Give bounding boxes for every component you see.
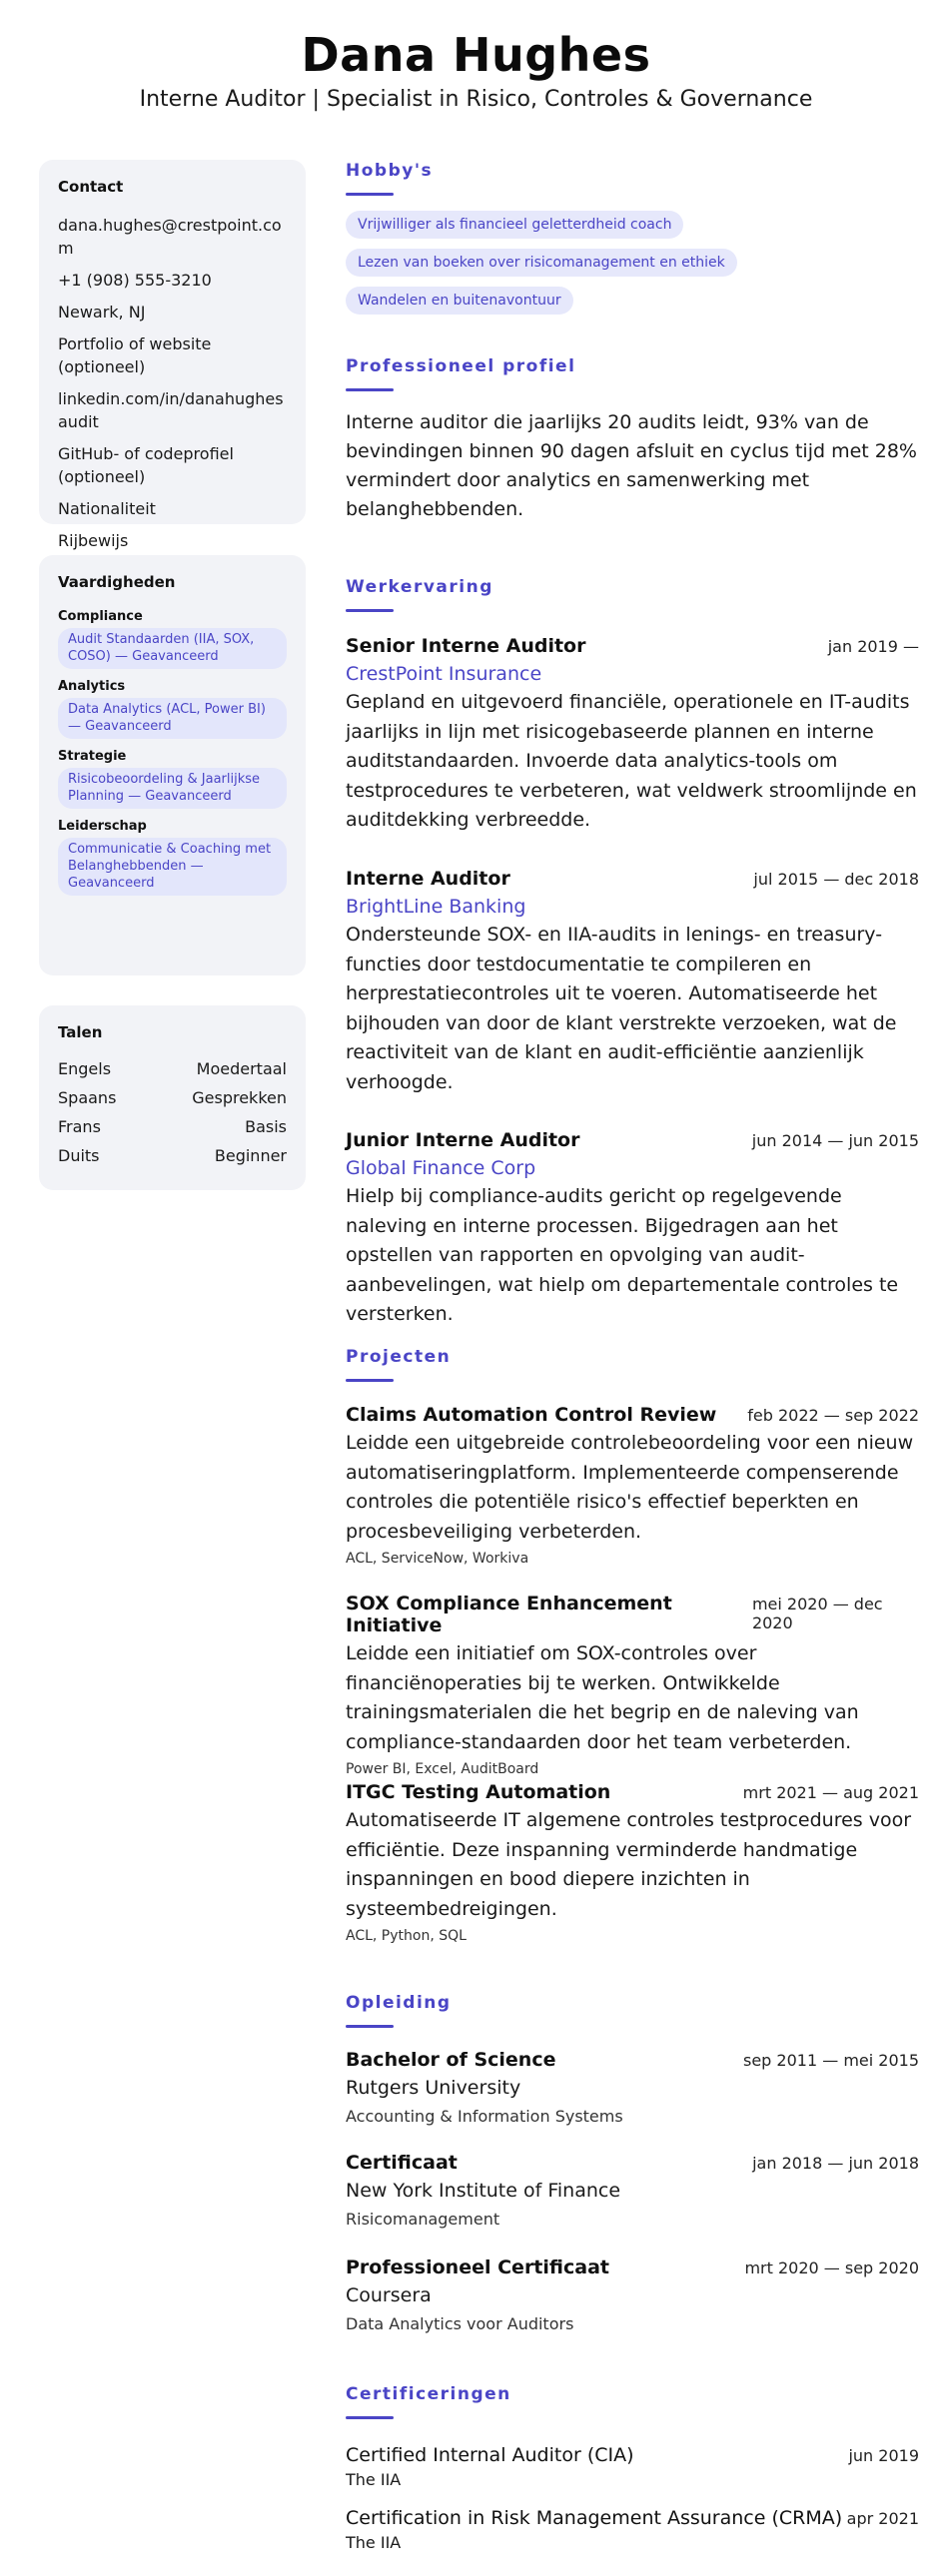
section-divider: [346, 609, 394, 612]
job-description: Gepland en uitgevoerd financiële, operationele en IT-audits jaarlijks in lijn met risicogebaseerde plannen en interne auditstandaarden. Invoerde data analytics-tools om testprocedures te verbeteren, wat veldwerk stroomlijnde en auditdekking verbreedde.: [346, 691, 917, 831]
certification-date: jun 2019: [848, 2446, 919, 2465]
job-date: jan 2019 —: [827, 637, 919, 656]
section-divider: [346, 1379, 394, 1382]
skill-group: [58, 749, 287, 809]
contact-linkedin[interactable]: linkedin.com/in/danahughesaudit: [58, 389, 284, 431]
education-date: mrt 2020 — sep 2020: [744, 2258, 919, 2277]
profile-text: Interne auditor die jaarlijks 20 audits leidt, 93% van de bevindingen binnen 90 dagen afsluit en cyclus tijd met 28% vermindert door analytics en samenwerking met belanghebbenden.: [346, 411, 917, 520]
project-date: mrt 2021 — aug 2021: [742, 1783, 919, 1802]
project-description: Leidde een initiatief om SOX-controles over financiënoperaties bij te werken. Ontwikkelde trainingsmaterialen die het begrip en de naleving van compliance-standaarden door het team verbeterden.: [346, 1642, 859, 1753]
job-title: Senior Interne Auditor: [346, 635, 586, 657]
project-description: Automatiseerde IT algemene controles testprocedures voor efficiëntie. Deze inspanning verminderde handmatige inspanningen en bood diepere inzichten in systeembedreigingen.: [346, 1809, 912, 1920]
job-description: Ondersteunde SOX- en IIA-audits in lenings- en treasury-functies door testdocumentatie te compileren en herprestatiecontroles uit te voeren. Automatiseerde het bijhouden van door de klant verstrekte verzoeken, wat de reactiviteit van de klant en audit-efficiëntie aanzienlijk verhoogde.: [346, 924, 897, 1093]
study-field: Accounting & Information Systems: [346, 2107, 623, 2126]
contact-card: [39, 160, 306, 550]
project-name: SOX Compliance Enhancement Initiative: [346, 1593, 672, 1636]
degree-name: Professioneel Certificaat: [346, 2256, 609, 2278]
education-entry: [346, 2049, 919, 2126]
language-row: [58, 1059, 287, 1079]
experience-entry: [346, 868, 919, 1097]
contact-location: Newark, NJ: [58, 303, 146, 322]
contact-github[interactable]: GitHub- of codeprofiel (optioneel): [58, 444, 234, 486]
education-entry: [346, 2152, 919, 2229]
company-name: Global Finance Corp: [346, 1157, 536, 1179]
company-name: BrightLine Banking: [346, 896, 526, 918]
certification-entry: [346, 2444, 919, 2489]
experience-entry: [346, 635, 919, 836]
contact-portfolio[interactable]: Portfolio of website (optioneel): [58, 334, 212, 376]
study-field: Risicomanagement: [346, 2210, 500, 2229]
section-divider: [346, 2416, 394, 2419]
project-description: Leidde een uitgebreide controlebeoordeling voor een nieuw automatiseringplatform. Implementeerde compenserende controles die potentiële risico's effectief beperkten en procesbeveiliging verbeterden.: [346, 1432, 914, 1543]
project-entry: [346, 1593, 919, 1777]
skill-group: [58, 819, 287, 896]
certification-name: Certified Internal Auditor (CIA): [346, 2444, 634, 2466]
hobby-pill: Wandelen en buitenavontuur: [346, 287, 573, 315]
school-name: Coursera: [346, 2284, 432, 2306]
language-row: [58, 1117, 287, 1137]
school-name: New York Institute of Finance: [346, 2180, 621, 2202]
job-date: jun 2014 — jun 2015: [751, 1131, 919, 1150]
certification-entry: [346, 2507, 919, 2552]
school-name: Rutgers University: [346, 2077, 521, 2099]
contact-license: Rijbewijs: [58, 531, 129, 550]
contact-email[interactable]: dana.hughes@crestpoint.com: [58, 216, 282, 258]
skills-title: Vaardigheden: [58, 573, 176, 591]
skill-pill: Communicatie & Coaching met Belanghebbenden — Geavanceerd: [58, 838, 287, 896]
job-date: jul 2015 — dec 2018: [753, 870, 919, 889]
project-name: ITGC Testing Automation: [346, 1781, 611, 1803]
certification-issuer: The IIA: [346, 2470, 402, 2489]
project-tech: ACL, ServiceNow, Workiva: [346, 1551, 529, 1567]
job-title: Interne Auditor: [346, 868, 510, 890]
language-name: Duits: [58, 1146, 100, 1165]
candidate-subtitle: Interne Auditor | Specialist in Risico, Controles & Governance: [139, 87, 813, 112]
language-name: Engels: [58, 1059, 112, 1078]
contact-phone[interactable]: +1 (908) 555-3210: [58, 271, 212, 290]
education-section-title: Opleiding: [346, 1993, 452, 2013]
job-title: Junior Interne Auditor: [346, 1129, 580, 1151]
section-divider: [346, 193, 394, 196]
experience-entry: [346, 1129, 919, 1330]
project-date: feb 2022 — sep 2022: [747, 1406, 919, 1425]
certifications-section-title: Certificeringen: [346, 2384, 511, 2404]
skill-pill: Risicobeoordeling & Jaarlijkse Planning — Geavanceerd: [58, 768, 287, 809]
hobbies-section-title: Hobby's: [346, 161, 434, 181]
experience-section-title: Werkervaring: [346, 577, 493, 597]
projects-section-title: Projecten: [346, 1347, 452, 1367]
certification-issuer: The IIA: [346, 2533, 402, 2552]
certification-name: Certification in Risk Management Assurance (CRMA): [346, 2507, 843, 2529]
education-date: sep 2011 — mei 2015: [743, 2051, 919, 2070]
project-date: mei 2020 — dec 2020: [751, 1595, 883, 1632]
project-tech: Power BI, Excel, AuditBoard: [346, 1761, 539, 1777]
study-field: Data Analytics voor Auditors: [346, 2314, 574, 2333]
languages-card: [39, 1005, 306, 1190]
contact-title: Contact: [58, 178, 124, 196]
skill-category: Analytics: [58, 679, 126, 694]
profile-section-title: Professioneel profiel: [346, 356, 576, 376]
skill-pill: Audit Standaarden (IIA, SOX, COSO) — Geavanceerd: [58, 628, 287, 669]
language-level: Basis: [245, 1117, 287, 1136]
hobby-pill: Lezen van boeken over risicomanagement en ethiek: [346, 249, 737, 277]
language-level: Moedertaal: [196, 1059, 287, 1078]
language-row: [58, 1146, 287, 1166]
job-description: Hielp bij compliance-audits gericht op regelgevende naleving en interne processen. Bijgedragen aan het opstellen van rapporten en opvolging van audit-aanbevelingen, wat hielp om departementale controles te versterken.: [346, 1185, 899, 1325]
candidate-name: Dana Hughes: [301, 28, 651, 82]
language-level: Beginner: [214, 1146, 287, 1165]
skill-pill: Data Analytics (ACL, Power BI) — Geavanceerd: [58, 698, 287, 739]
languages-title: Talen: [58, 1023, 103, 1041]
degree-name: Bachelor of Science: [346, 2049, 556, 2071]
skills-card: [39, 555, 306, 975]
skill-category: Strategie: [58, 749, 127, 764]
project-name: Claims Automation Control Review: [346, 1404, 717, 1426]
project-entry: [346, 1781, 919, 1944]
education-date: jan 2018 — jun 2018: [752, 2154, 919, 2173]
project-entry: [346, 1404, 919, 1567]
company-name: CrestPoint Insurance: [346, 663, 542, 685]
skill-group: [58, 679, 287, 739]
language-name: Frans: [58, 1117, 101, 1136]
language-name: Spaans: [58, 1088, 117, 1107]
education-entry: [346, 2256, 919, 2333]
skill-category: Leiderschap: [58, 819, 147, 834]
degree-name: Certificaat: [346, 2152, 458, 2174]
section-divider: [346, 388, 394, 391]
skill-group: [58, 609, 287, 669]
skill-category: Compliance: [58, 609, 143, 624]
certification-date: apr 2021: [846, 2509, 919, 2528]
hobby-pill: Vrijwilliger als financieel geletterdheid coach: [346, 211, 683, 239]
section-divider: [346, 2025, 394, 2028]
project-tech: ACL, Python, SQL: [346, 1928, 467, 1944]
language-row: [58, 1088, 287, 1108]
language-level: Gesprekken: [192, 1088, 287, 1107]
contact-nationality: Nationaliteit: [58, 499, 156, 518]
